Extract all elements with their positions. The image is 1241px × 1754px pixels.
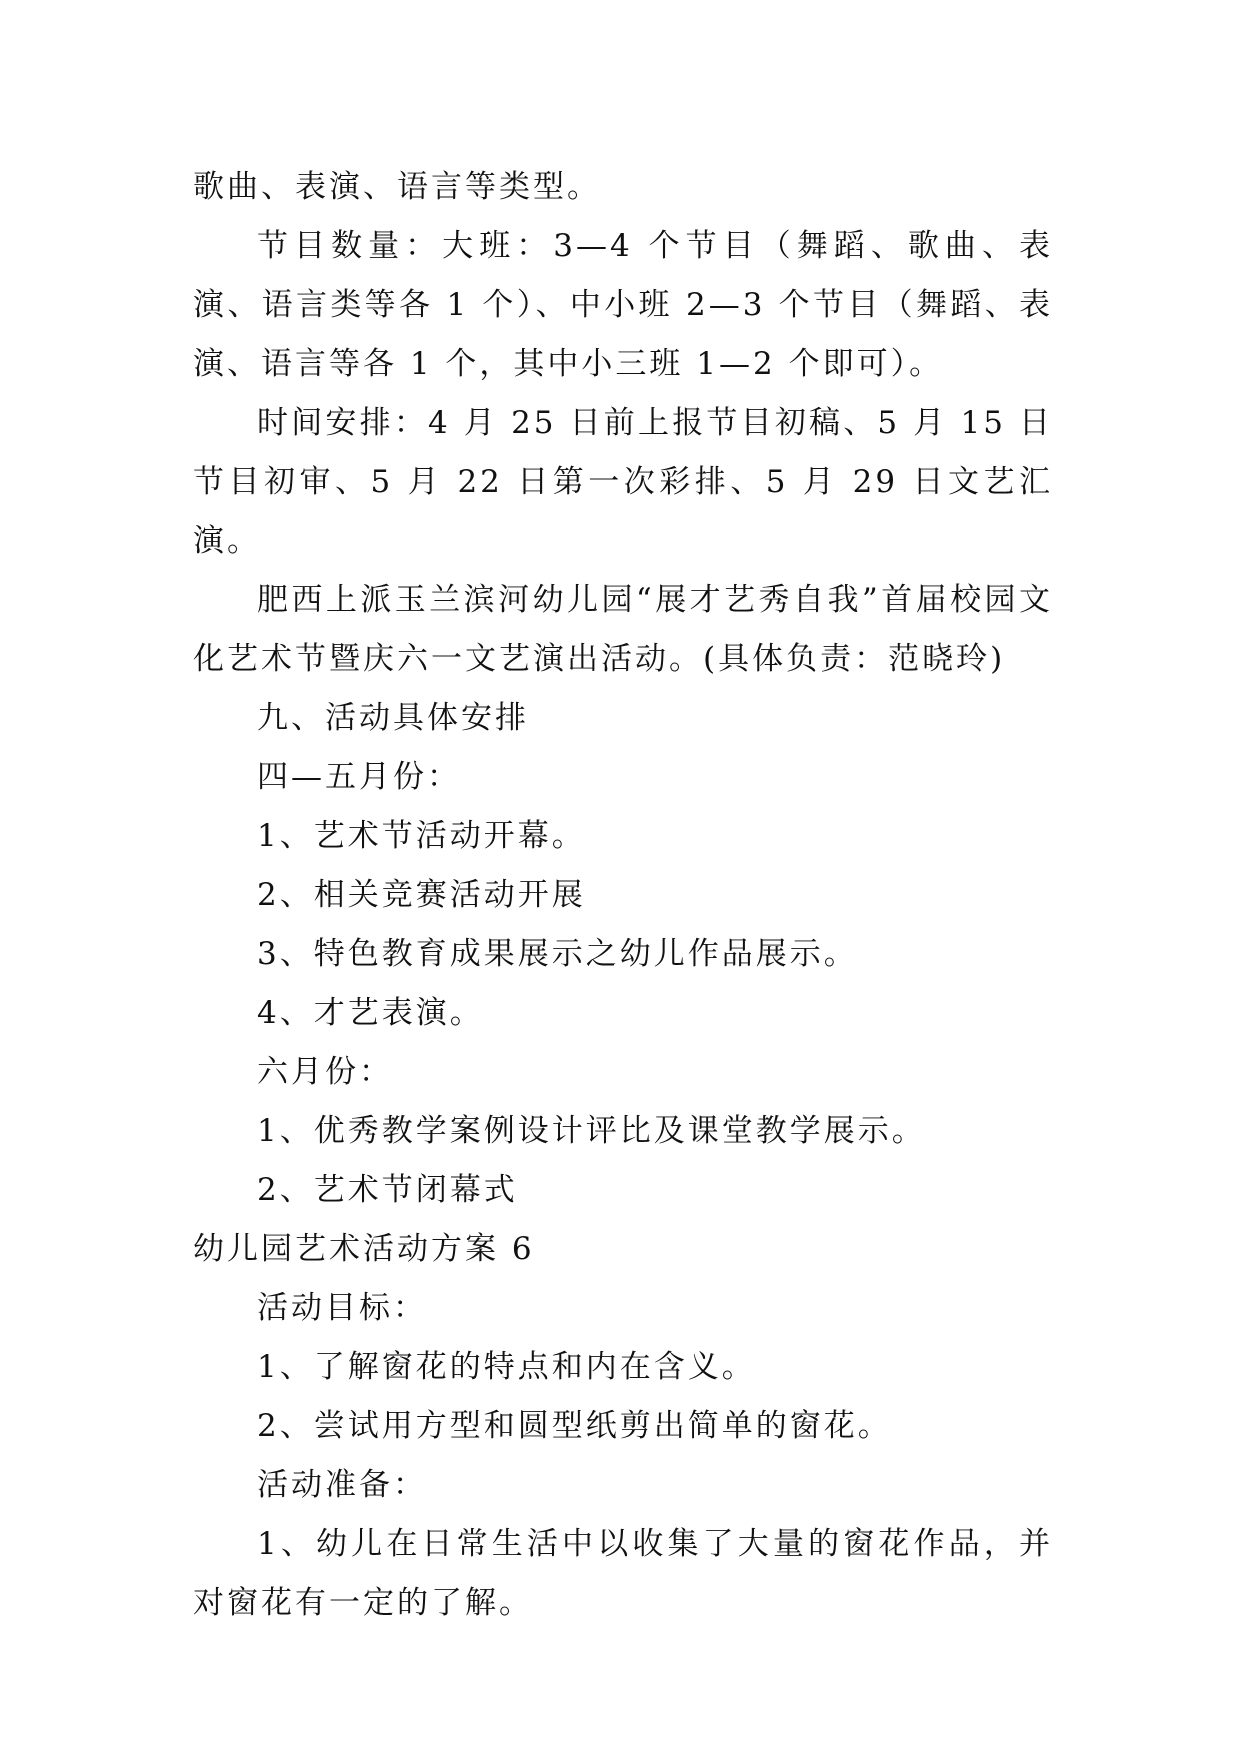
list-item: 2、相关竞赛活动开展: [257, 877, 586, 913]
subheading: 活动目标：: [257, 1290, 427, 1326]
list-item: 4、才艺表演。: [257, 995, 484, 1031]
paragraph: 歌曲、表演、语言等类型。: [193, 169, 601, 205]
section-heading: 九、活动具体安排: [257, 700, 529, 736]
document-title: 幼儿园艺术活动方案 6: [193, 1231, 535, 1267]
list-item: 2、尝试用方型和圆型纸剪出简单的窗花。: [257, 1408, 892, 1444]
list-item: 1、艺术节活动开幕。: [257, 818, 586, 854]
list-item: 1、优秀教学案例设计评比及课堂教学展示。: [257, 1113, 926, 1149]
list-item: 1、幼儿在日常生活中以收集了大量的窗花作品，并对窗花有一定的了解。: [193, 1526, 1053, 1621]
paragraph: 时间安排：4 月 25 日前上报节目初稿、5 月 15 日节目初审、5 月 22 日第一次彩排、5 月 29 日文艺汇演。: [193, 405, 1053, 559]
list-item: 1、了解窗花的特点和内在含义。: [257, 1349, 756, 1385]
subheading: 四—五月份：: [257, 759, 461, 795]
subheading: 活动准备：: [257, 1467, 427, 1503]
subheading: 六月份：: [257, 1054, 393, 1090]
document-body: [193, 158, 1053, 1633]
list-item: 2、艺术节闭幕式: [257, 1172, 518, 1208]
paragraph: 肥西上派玉兰滨河幼儿园“展才艺秀自我”首届校园文化艺术节暨庆六一文艺演出活动。(具体负责：范晓玲): [193, 582, 1053, 677]
list-item: 3、特色教育成果展示之幼儿作品展示。: [257, 936, 858, 972]
paragraph: 节目数量：大班：3—4 个节目（舞蹈、歌曲、表演、语言类等各 1 个）、中小班 2—3 个节目（舞蹈、表演、语言等各 1 个，其中小三班 1—2 个即可）。: [193, 228, 1053, 382]
